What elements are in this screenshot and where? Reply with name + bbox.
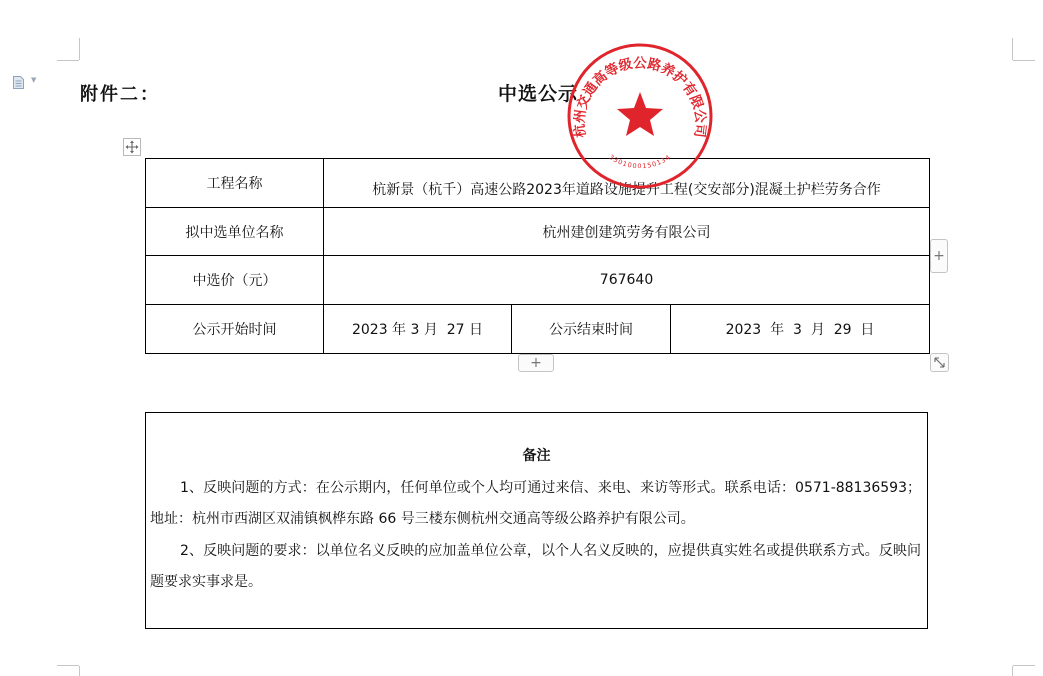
table-row xyxy=(146,159,930,208)
plus-icon: + xyxy=(933,248,945,264)
svg-text:杭州交通高等级公路养护有限公司: 杭州交通高等级公路养护有限公司 xyxy=(571,55,709,139)
attachment-label: 附件二： xyxy=(80,84,160,105)
remarks-title: 备注 xyxy=(522,448,551,464)
page-title: 中选公示 xyxy=(498,83,579,105)
crop-mark-bottom-right-h xyxy=(1013,665,1035,666)
project-name-label: 工程名称 xyxy=(146,159,324,208)
svg-text:3301000150134: 3301000150134 xyxy=(607,153,673,171)
crop-mark-bottom-left-v xyxy=(79,666,80,676)
table-move-handle[interactable] xyxy=(123,138,141,156)
end-time-label: 公示结束时间 xyxy=(512,305,671,354)
resize-icon xyxy=(931,354,948,371)
table-resize-handle[interactable] xyxy=(930,353,949,372)
end-time-value: 2023 年 3 月 29 日 xyxy=(671,305,930,354)
winning-price-value: 767640 xyxy=(324,256,930,305)
remarks-item-1: 1、反映问题的方式：在公示期内，任何单位或个人均可通过来信、来电、来访等形式。联系电话：0571-88136593；地址：杭州市西湖区双浦镇枫桦东路 66 号三楼东侧杭州交通高等级公路养护有限公司。 xyxy=(150,480,921,527)
winning-unit-value: 杭州建创建筑劳务有限公司 xyxy=(324,208,930,256)
winning-price-label: 中选价（元） xyxy=(146,256,324,305)
add-column-button[interactable] xyxy=(930,239,948,273)
document-icon[interactable] xyxy=(13,76,24,89)
table-row xyxy=(146,208,930,256)
project-name-value: 杭新景（杭千）高速公路2023年道路设施提升工程(交安部分)混凝土护栏劳务合作 xyxy=(324,159,930,208)
chevron-down-icon[interactable]: ▼ xyxy=(31,76,37,84)
plus-icon: + xyxy=(530,355,542,371)
crop-mark-top-left-v xyxy=(79,38,80,60)
winning-unit-label: 拟中选单位名称 xyxy=(146,208,324,256)
table-row xyxy=(146,256,930,305)
crop-mark-top-right-v xyxy=(1012,38,1013,60)
crop-mark-top-right-h xyxy=(1013,60,1035,61)
start-time-label: 公示开始时间 xyxy=(146,305,324,354)
remarks-box xyxy=(145,412,928,629)
crop-mark-bottom-left-h xyxy=(57,665,79,666)
add-row-button[interactable] xyxy=(518,354,554,372)
move-icon xyxy=(124,139,140,155)
crop-mark-top-left-h xyxy=(57,60,79,61)
remarks-item-2: 2、反映问题的要求：以单位名义反映的应加盖单位公章，以个人名义反映的，应提供真实姓名或提供联系方式。反映问题要求实事求是。 xyxy=(150,543,921,590)
company-seal xyxy=(566,42,714,190)
crop-mark-bottom-right-v xyxy=(1012,666,1013,676)
selection-info-table xyxy=(145,158,930,354)
start-time-value: 2023 年 3 月 27 日 xyxy=(324,305,512,354)
table-row xyxy=(146,305,930,354)
